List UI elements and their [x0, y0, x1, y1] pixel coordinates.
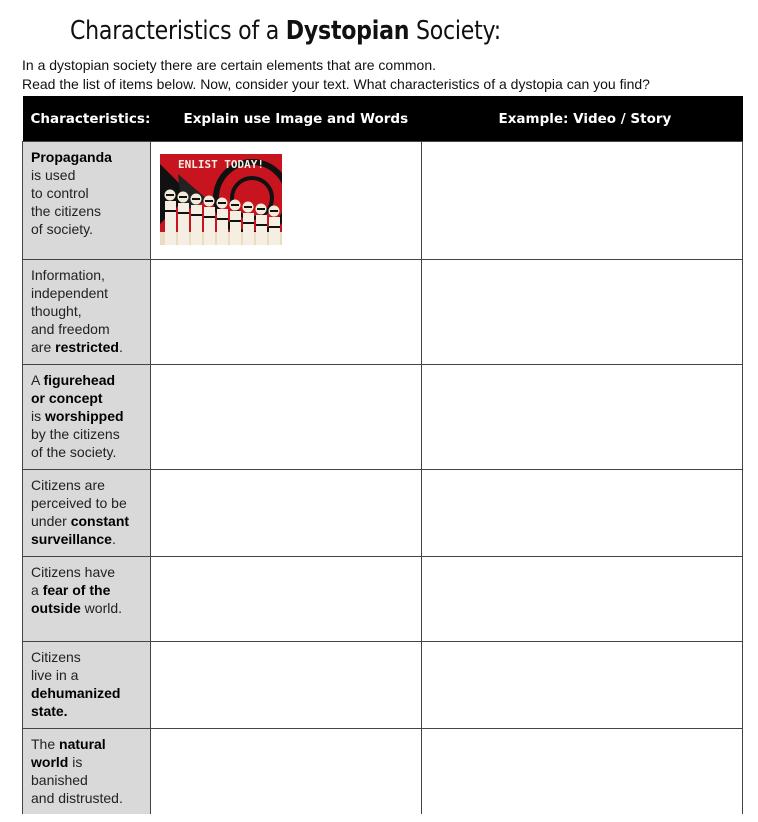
bold-text: natural — [59, 736, 106, 752]
example-cell[interactable] — [422, 142, 743, 260]
example-cell[interactable] — [422, 365, 743, 470]
characteristic-line — [31, 684, 146, 702]
characteristic-line — [31, 789, 146, 807]
text: The — [31, 736, 60, 752]
characteristic-line — [31, 166, 146, 184]
characteristic-line — [31, 753, 146, 771]
bold-text: figurehead — [43, 372, 116, 388]
characteristic-line — [31, 202, 146, 220]
text: independent — [31, 285, 109, 301]
text: of the society. — [31, 444, 117, 460]
characteristic-line — [31, 425, 146, 443]
characteristic-line — [31, 666, 146, 684]
characteristic-cell — [23, 260, 151, 365]
characteristic-line — [31, 476, 146, 494]
page-title — [70, 16, 501, 46]
intro-line-1: In a dystopian society there are certain elements that are common. — [22, 57, 436, 73]
text: a — [31, 582, 43, 598]
characteristic-line — [31, 371, 146, 389]
title-bold-word: Dystopian — [285, 16, 410, 46]
bold-text: state. — [31, 703, 68, 719]
characteristic-cell — [23, 729, 151, 814]
explain-cell[interactable] — [151, 642, 422, 729]
text: of society. — [31, 221, 93, 237]
bold-text: Propaganda — [31, 149, 112, 165]
example-cell[interactable] — [422, 729, 743, 814]
characteristic-line — [31, 220, 146, 238]
bold-text: outside — [31, 600, 81, 616]
explain-cell[interactable] — [151, 557, 422, 642]
characteristic-line — [31, 512, 146, 530]
text: Citizens — [31, 649, 81, 665]
table-row — [23, 142, 743, 260]
text: is — [31, 408, 45, 424]
characteristics-table — [22, 96, 743, 814]
explain-cell[interactable] — [151, 260, 422, 365]
characteristic-line — [31, 302, 146, 320]
characteristic-line — [31, 735, 146, 753]
text: is — [68, 754, 83, 770]
text: A — [31, 372, 44, 388]
bold-text: restricted — [55, 339, 119, 355]
text: Information, — [31, 267, 105, 283]
table-row — [23, 365, 743, 470]
characteristic-line — [31, 284, 146, 302]
intro-line-2: Read the list of items below. Now, consider your text. What characteristics of a dystopia can you find? — [22, 76, 650, 92]
header-characteristics: Characteristics: — [23, 96, 151, 142]
characteristic-line — [31, 702, 146, 720]
poster-caption: ENLIST TODAY! — [177, 158, 265, 171]
characteristic-line — [31, 320, 146, 338]
text: Citizens are — [31, 477, 105, 493]
text: thought, — [31, 303, 82, 319]
bold-text: constant — [70, 513, 130, 529]
characteristic-line — [31, 443, 146, 461]
text: and freedom — [31, 321, 110, 337]
characteristic-line — [31, 530, 146, 548]
bold-text: surveillance — [31, 531, 112, 547]
text: perceived to be — [31, 495, 127, 511]
bold-text: or concept — [31, 390, 103, 406]
text: is used — [31, 167, 76, 183]
bold-text: world — [31, 754, 69, 770]
explain-cell[interactable] — [151, 142, 422, 260]
example-cell[interactable] — [422, 470, 743, 557]
characteristic-line — [31, 184, 146, 202]
characteristic-line — [31, 599, 146, 617]
text: . — [118, 339, 123, 355]
characteristic-line — [31, 494, 146, 512]
characteristic-line — [31, 389, 146, 407]
table-header-row — [23, 96, 743, 142]
characteristic-cell — [23, 470, 151, 557]
text: banished — [31, 772, 88, 788]
text: by the citizens — [31, 426, 120, 442]
table-row — [23, 470, 743, 557]
explain-cell[interactable] — [151, 470, 422, 557]
example-cell[interactable] — [422, 260, 743, 365]
characteristic-cell — [23, 642, 151, 729]
enlist-poster-image — [160, 154, 282, 245]
text: . — [111, 531, 116, 547]
characteristic-cell — [23, 365, 151, 470]
characteristic-line — [31, 771, 146, 789]
characteristic-cell — [23, 557, 151, 642]
table-row — [23, 557, 743, 642]
header-explain: Explain use Image and Words — [151, 96, 422, 142]
characteristic-line — [31, 407, 146, 425]
explain-cell[interactable] — [151, 729, 422, 814]
example-cell[interactable] — [422, 557, 743, 642]
example-cell[interactable] — [422, 642, 743, 729]
explain-cell[interactable] — [151, 365, 422, 470]
bold-text: dehumanized — [31, 685, 121, 701]
text: to control — [31, 185, 89, 201]
header-example: Example: Video / Story — [422, 96, 743, 142]
bold-text: fear of the — [42, 582, 111, 598]
text: world. — [80, 600, 123, 616]
text: are — [31, 339, 56, 355]
characteristic-line — [31, 563, 146, 581]
title-part-1: Characteristics of a — [70, 16, 286, 46]
characteristic-line — [31, 581, 146, 599]
text: Citizens have — [31, 564, 116, 580]
text: under — [31, 513, 71, 529]
text: live in a — [31, 667, 79, 683]
characteristic-line — [31, 148, 146, 166]
text: the citizens — [31, 203, 102, 219]
table-row — [23, 729, 743, 814]
table-row — [23, 260, 743, 365]
characteristic-line — [31, 648, 146, 666]
characteristic-cell — [23, 142, 151, 260]
characteristic-line — [31, 338, 146, 356]
table-row — [23, 642, 743, 729]
bold-text: worshipped — [45, 408, 124, 424]
characteristic-line — [31, 266, 146, 284]
text: and distrusted. — [31, 790, 123, 806]
title-part-2: Society: — [409, 16, 501, 46]
